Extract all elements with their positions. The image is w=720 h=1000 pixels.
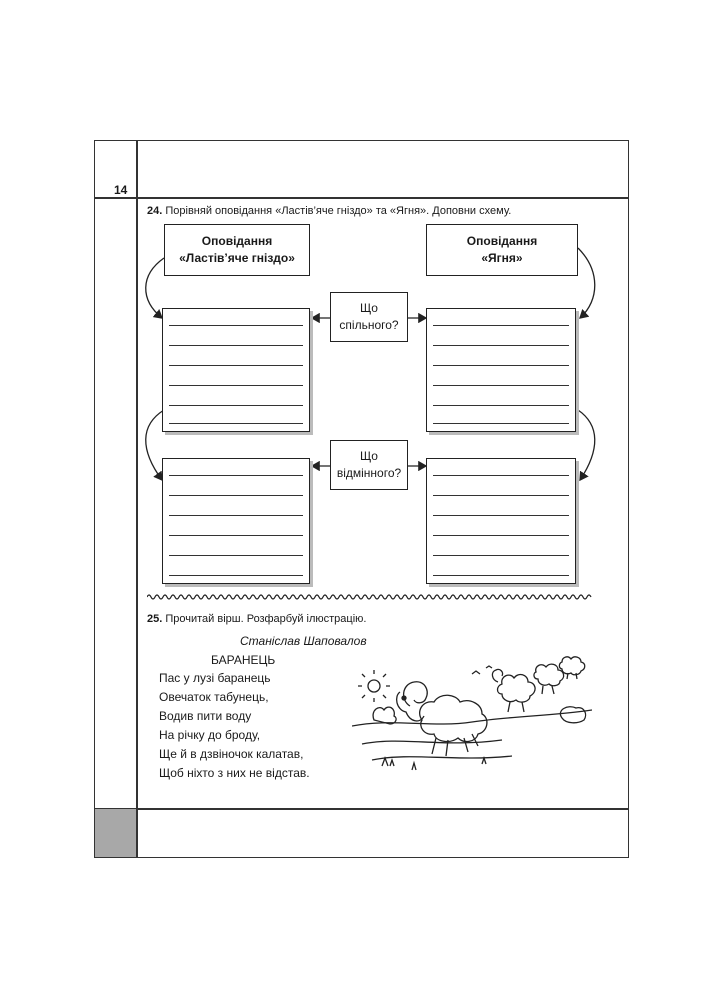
right-story-line1: Оповідання — [466, 234, 538, 248]
answer-line — [433, 515, 569, 516]
answer-line — [433, 495, 569, 496]
right-story-box — [426, 224, 578, 276]
wavy-divider — [147, 593, 593, 601]
answer-line — [433, 325, 569, 326]
answer-line — [169, 555, 303, 556]
poem-title: БАРАНЕЦЬ — [211, 653, 276, 667]
sheep-icon — [492, 669, 535, 712]
answer-line — [169, 475, 303, 476]
answer-line — [433, 475, 569, 476]
poem-line: Ще й в дзвіночок калатав, — [159, 747, 304, 761]
answer-line — [433, 423, 569, 424]
right-story-line2: «Ягня» — [481, 251, 523, 265]
answer-line — [433, 405, 569, 406]
answer-line — [169, 325, 303, 326]
left-different-answer-box[interactable] — [162, 458, 310, 584]
task-25-instruction: Прочитай вірш. Розфарбуй ілюстрацію. — [165, 613, 367, 625]
page-number: 14 — [114, 183, 128, 197]
sheep-illustration[interactable] — [352, 648, 592, 778]
different-question-box — [330, 440, 408, 490]
left-story-box — [164, 224, 310, 276]
arrow-right-bottom — [578, 410, 595, 480]
task-24-instruction: Порівняй оповідання «Ластів’яче гніздо» та «Ягня». Доповни схему. — [165, 205, 512, 217]
poem-line: Щоб ніхто з них не відстав. — [159, 766, 310, 780]
different-question-line2: відмінного? — [336, 466, 402, 480]
answer-line — [169, 575, 303, 576]
answer-line — [433, 575, 569, 576]
task-25-number: 25. — [147, 613, 163, 625]
right-different-answer-box[interactable] — [426, 458, 576, 584]
answer-line — [169, 535, 303, 536]
task-24-number: 24. — [147, 205, 163, 217]
task-25-instruction-line — [147, 613, 366, 625]
left-story-line2: «Ластів’яче гніздо» — [179, 251, 295, 265]
answer-line — [433, 555, 569, 556]
different-question-line1: Що — [360, 449, 378, 463]
sheep-icon — [534, 664, 564, 694]
sun-icon — [368, 680, 380, 692]
answer-line — [169, 345, 303, 346]
poem-line: На річку до броду, — [159, 728, 261, 742]
answer-line — [169, 385, 303, 386]
answer-line — [169, 495, 303, 496]
ram-icon — [397, 682, 487, 756]
right-common-answer-box[interactable] — [426, 308, 576, 432]
poem-author: Станіслав Шаповалов — [240, 634, 367, 648]
poem-line: Овечаток табунець, — [159, 690, 269, 704]
answer-line — [433, 535, 569, 536]
answer-line — [169, 365, 303, 366]
poem-line: Водив пити воду — [159, 709, 252, 723]
left-story-line1: Оповідання — [201, 234, 273, 248]
arrow-right-top — [578, 248, 595, 318]
left-common-answer-box[interactable] — [162, 308, 310, 432]
answer-line — [433, 345, 569, 346]
answer-line — [169, 423, 303, 424]
answer-line — [433, 385, 569, 386]
answer-line — [433, 365, 569, 366]
grass-icon — [382, 758, 486, 770]
answer-line — [169, 515, 303, 516]
rock-icon — [560, 707, 585, 723]
common-question-line2: спільного? — [339, 318, 399, 332]
common-question-box — [330, 292, 408, 342]
common-question-line1: Що — [360, 301, 378, 315]
poem-line: Пас у лузі баранець — [159, 671, 271, 685]
answer-line — [169, 405, 303, 406]
bush-icon — [373, 707, 396, 724]
